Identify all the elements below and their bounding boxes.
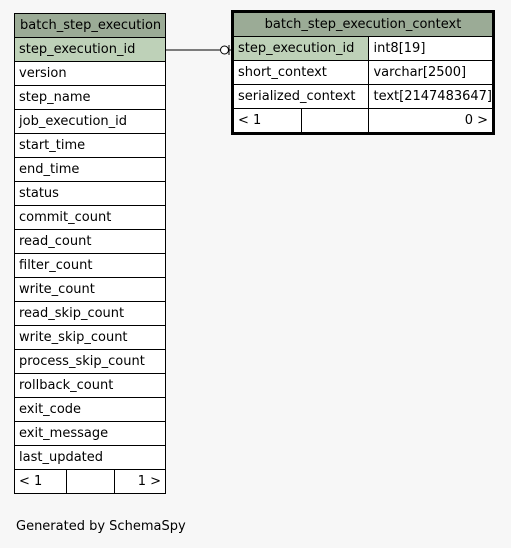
column-type: int8[19] bbox=[369, 37, 493, 61]
primary-key-column[interactable]: step_execution_id bbox=[15, 38, 166, 62]
column-row[interactable]: short_context bbox=[234, 61, 369, 85]
column-row[interactable]: serialized_context bbox=[234, 85, 369, 109]
column-row[interactable]: start_time bbox=[15, 134, 166, 158]
column-row[interactable]: job_execution_id bbox=[15, 110, 166, 134]
column-row[interactable]: exit_message bbox=[15, 422, 166, 446]
column-row[interactable]: read_count bbox=[15, 230, 166, 254]
column-row[interactable]: end_time bbox=[15, 158, 166, 182]
column-row[interactable]: status bbox=[15, 182, 166, 206]
column-row[interactable]: write_skip_count bbox=[15, 326, 166, 350]
column-row[interactable]: filter_count bbox=[15, 254, 166, 278]
children-count[interactable]: 0 > bbox=[369, 109, 493, 133]
column-row[interactable]: version bbox=[15, 62, 166, 86]
column-row[interactable]: last_updated bbox=[15, 446, 166, 470]
parents-count[interactable]: < 1 bbox=[234, 109, 302, 133]
column-row[interactable]: read_skip_count bbox=[15, 302, 166, 326]
column-row[interactable]: write_count bbox=[15, 278, 166, 302]
children-count[interactable]: 1 > bbox=[115, 470, 166, 494]
table-title[interactable]: batch_step_execution bbox=[15, 14, 166, 38]
generated-by-caption: Generated by SchemaSpy bbox=[16, 519, 186, 534]
parents-count[interactable]: < 1 bbox=[15, 470, 67, 494]
column-row[interactable]: commit_count bbox=[15, 206, 166, 230]
column-row[interactable]: step_name bbox=[15, 86, 166, 110]
table-title[interactable]: batch_step_execution_context bbox=[234, 13, 493, 37]
column-type: text[2147483647] bbox=[369, 85, 493, 109]
zero-cardinality-marker bbox=[221, 46, 229, 54]
column-row[interactable]: rollback_count bbox=[15, 374, 166, 398]
column-row[interactable]: exit_code bbox=[15, 398, 166, 422]
primary-key-column[interactable]: step_execution_id bbox=[234, 37, 369, 61]
column-type: varchar[2500] bbox=[369, 61, 493, 85]
column-row[interactable]: process_skip_count bbox=[15, 350, 166, 374]
